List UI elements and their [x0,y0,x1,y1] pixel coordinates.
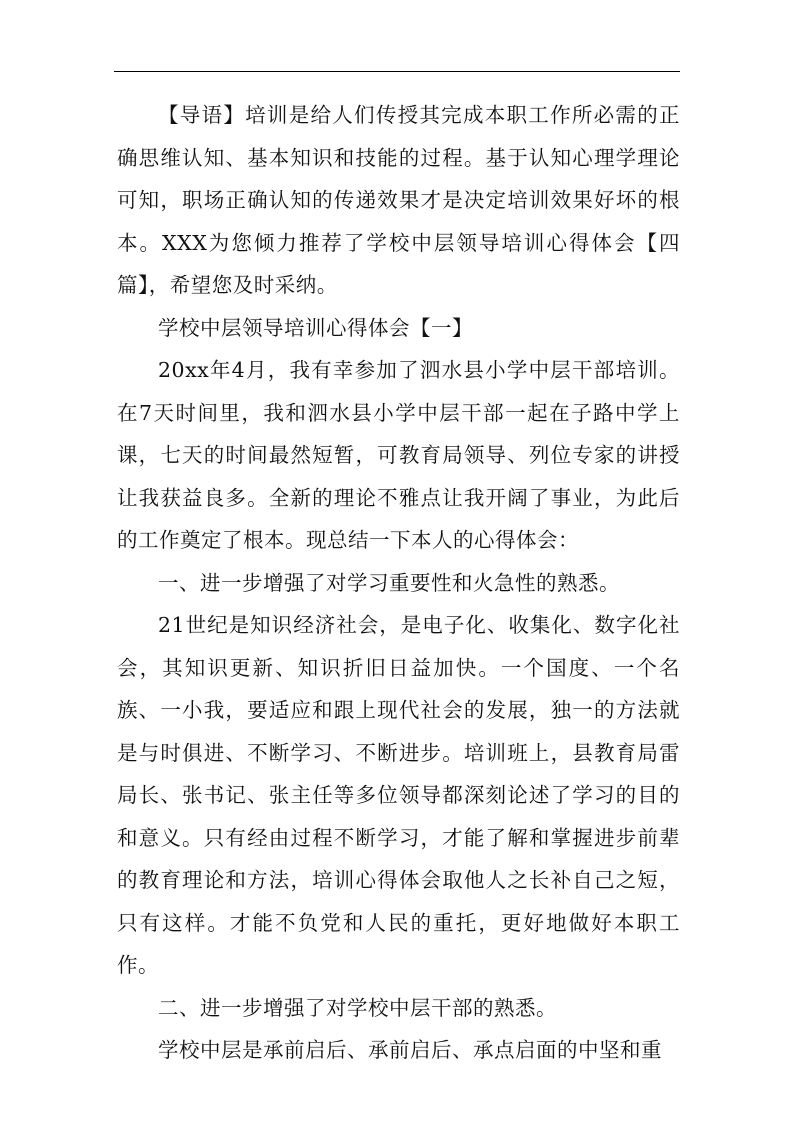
body-paragraph: 20xx年4月，我有幸参加了泗水县小学中层干部培训。在7天时间里，我和泗水县小学中层干部一起在子路中学上课，七天的时间最然短暂，可教育局领导、列位专家的讲授让我获益良多。全新的理论不雅点让我开阔了事业，为此后的工作奠定了根本。现总结一下本人的心得体会： [117,358,680,552]
document-body [117,94,680,1072]
header-rule [114,71,680,72]
intro-paragraph: 【导语】培训是给人们传授其完成本职工作所必需的正确思维认知、基本知识和技能的过程。基于认知心理学理论可知，职场正确认知的传递效果才是决定培训效果好坏的根本。XXX为您倾力推荐了学校中层领导培训心得体会【四篇】，希望您及时采纳。 [117,103,680,297]
subheading-2: 二、进一步增强了对学校中层干部的熟悉。 [158,995,557,1020]
body-paragraph: 21世纪是知识经济社会，是电子化、收集化、数字化社会，其知识更新、知识折旧日益加快。一个国度、一个名族、一小我，要适应和跟上现代社会的发展，独一的方法就是与时俱进、不断学习、不断进步。培训班上，县教育局雷局长、张书记、张主任等多位领导都深刻论述了学习的目的和意义。只有经由过程不断学习，才能了解和掌握进步前辈的教育理论和方法，培训心得体会取他人之长补自己之短，只有这样。才能不负党和人民的重托，更好地做好本职工作。 [117,613,680,977]
section-heading-1: 学校中层领导培训心得体会【一】 [158,315,473,340]
subheading-1: 一、进一步增强了对学习重要性和火急性的熟悉。 [158,570,620,595]
body-paragraph: 学校中层是承前启后、承前启后、承点启面的中坚和重 [158,1038,662,1062]
